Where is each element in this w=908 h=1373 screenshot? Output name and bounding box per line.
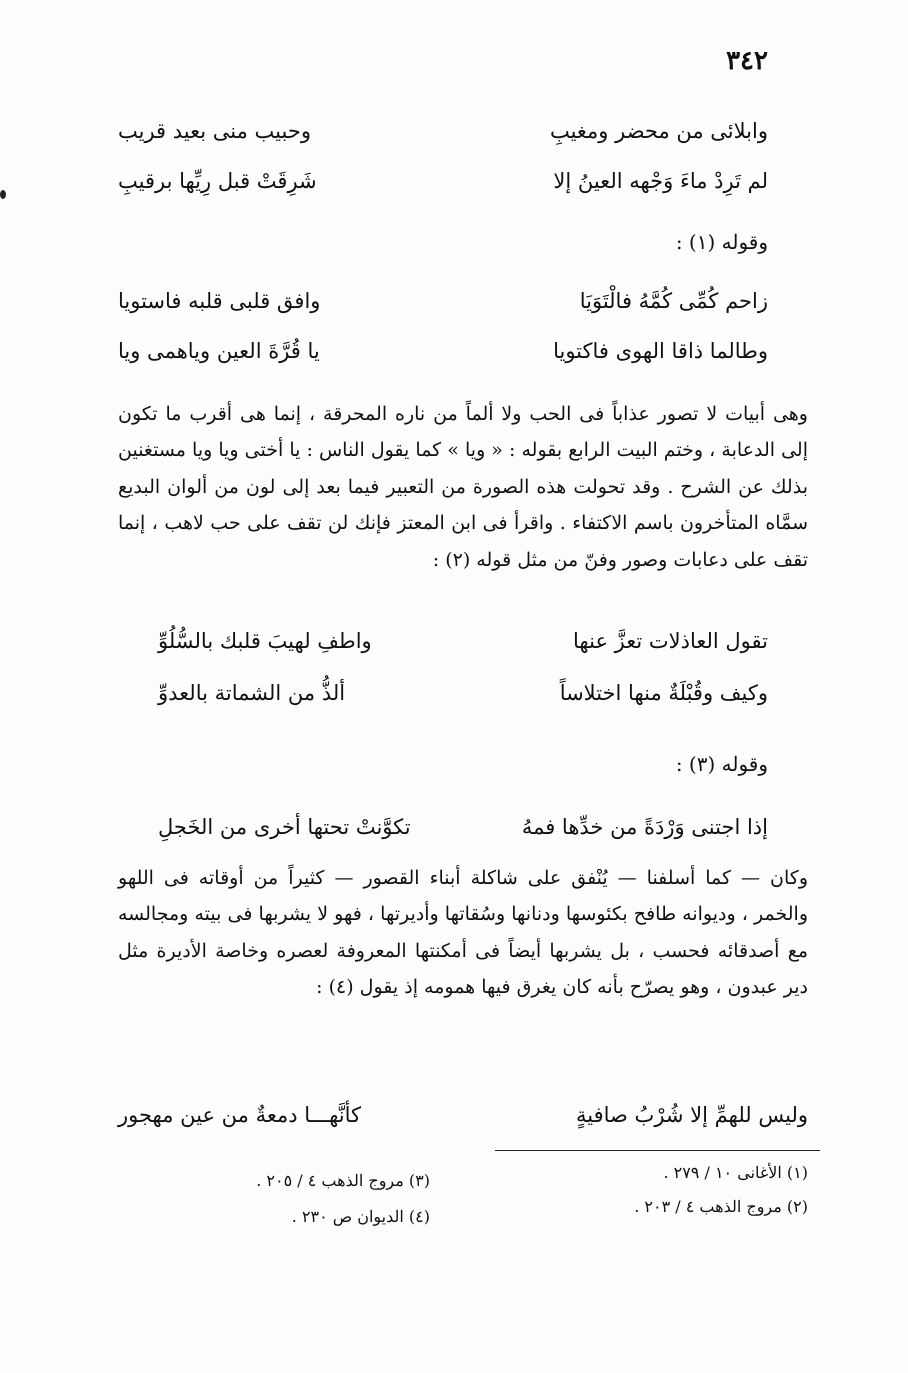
verse-first-hemistich: تقول العاذلات تعزَّ عنها <box>573 629 768 653</box>
footnote-4: (٤) الديوان ص ٢٣٠ . <box>291 1207 430 1226</box>
verse-second-hemistich: وافق قلبى قلبه فاستويا <box>118 289 321 313</box>
body-paragraph: وكان — كما أسلفنا — يُنْفق على شاكلة أبناء القصور — كثيراً من أوقاته فى اللهو والخمر ، وديوانه طافح بكئوسها ودنانها وسُقاتها وأديرتها ، فهو لا يشربها فى بيته ومجالسه مع أصدقائه فحسب ، بل يشربها أيضاً فى أمكنتها المعروفة لعصره وخاصة الأديرة مثل دير عبدون ، وهو يصرّح بأنه كان يغرق فيها همومه إذ يقول (٤) : <box>118 867 808 999</box>
verse-first-hemistich: لم تَرِدْ ماءَ وَجْهه العينُ إلا <box>553 169 768 193</box>
verse-intro: وقوله (١) : <box>675 230 768 254</box>
margin-dot <box>0 190 6 199</box>
verse-second-hemistich: يا قُرَّةَ العين وياهمى ويا <box>118 339 320 363</box>
verse-first-hemistich: إذا اجتنى وَرْدَةً من خدِّها فمهُ <box>521 815 768 839</box>
verse-second-hemistich: شَرِقَتْ قبل رِيِّها برقيبِ <box>118 169 317 193</box>
verse-second-hemistich: ألذُّ من الشماتة بالعدوِّ <box>158 681 346 705</box>
verse-line <box>118 336 768 366</box>
footnote-1: (١) الأغانى ١٠ / ٢٧٩ . <box>663 1163 808 1182</box>
verse-line <box>118 116 768 146</box>
verse-intro: وقوله (٣) : <box>675 752 768 776</box>
verse-line <box>118 1100 808 1130</box>
verse-first-hemistich: زاحم كُمِّى كُمَّهُ فالْتَوَيَا <box>579 289 768 313</box>
footnote-divider <box>495 1150 820 1151</box>
body-paragraph: وهى أبيات لا تصور عذاباً فى الحب ولا ألماً من ناره المحرقة ، إنما هى أقرب ما تكون إلى الدعابة ، وختم البيت الرابع بقوله : « ويا » كما يقول الناس : يا أختى ويا ويا مستغنين بذلك عن الشرح . وقد تحولت هذه الصورة من التعبير فيما بعد إلى لون من ألوان البديع سمَّاه المتأخرون باسم الاكتفاء . واقرأ فى ابن المعتز فإنك لن تقف على حب لاهب ، إنما تقف على دعابات وصور وفنّ من مثل قوله (٢) : <box>118 403 808 571</box>
verse-line <box>118 286 768 316</box>
verse-second-hemistich: وحبيب منى بعيد قريب <box>118 119 311 143</box>
verse-line <box>158 678 768 708</box>
page-number: ٣٤٢ <box>726 46 768 76</box>
verse-second-hemistich: واطفِ لهيبَ قلبك بالسُّلُوِّ <box>158 629 372 653</box>
footnote-3: (٣) مروج الذهب ٤ / ٢٠٥ . <box>256 1171 430 1190</box>
verse-line <box>158 626 768 656</box>
verse-first-hemistich: وطالما ذاقا الهوى فاكتويا <box>553 339 768 363</box>
verse-first-hemistich: وابلائى من محضر ومغيبِ <box>549 119 768 143</box>
footnote-2: (٢) مروج الذهب ٤ / ٢٠٣ . <box>634 1197 808 1216</box>
verse-first-hemistich: وكيف وقُبْلَةٌ منها اختلاساً <box>559 681 768 705</box>
verse-line <box>158 812 768 842</box>
verse-second-hemistich: كأنَّهـــا دمعةٌ من عين مهجور <box>118 1103 362 1127</box>
verse-first-hemistich: وليس للهمِّ إلا شُرْبُ صافيةٍ <box>576 1103 808 1127</box>
verse-second-hemistich: تكوَّنتْ تحتها أخرى من الخَجلِ <box>158 815 411 839</box>
verse-line <box>118 166 768 196</box>
